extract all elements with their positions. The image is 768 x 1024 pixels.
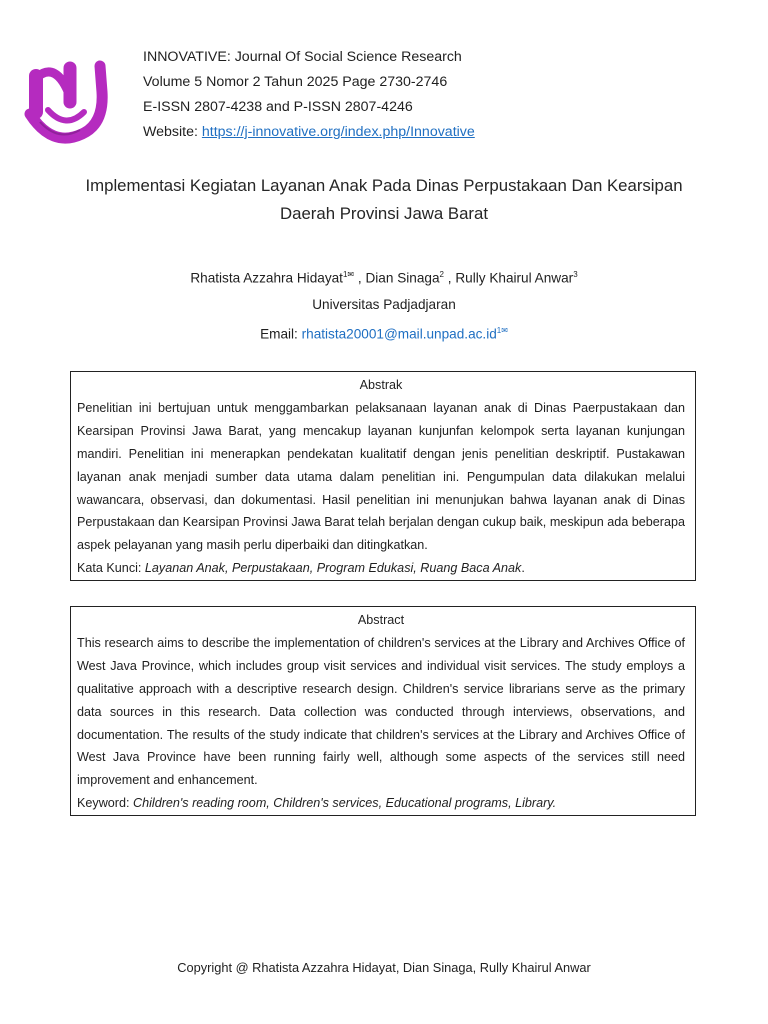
author-3: Rully Khairul Anwar bbox=[455, 270, 574, 286]
email-marker: 1✉ bbox=[496, 325, 508, 335]
abstrak-body: Penelitian ini bertujuan untuk menggambarkan pelaksanaan layanan anak di Dinas Paerpustakaan dan Kearsipan Provinsi Jawa Barat, yang mencakup layanan kunjunfan kelompok serta layanan kunjungan mandiri. Penelitian ini menerapkan pendekatan kualitatif dengan jenis penelitian deskriptif. Pustakawan layanan anak menjadi sumber data utama dalam penelitian ini. Pengumpulan data dilakukan melalui wawancara, observasi, dan dokumentasi. Hasil penelitian ini menunjukan bahwa layanan anak di Dinas Perpustakaan dan Kearsipan Provinsi Jawa Barat telah berjalan dengan cukup baik, meskipun ada beberapa aspek pelayanan yang masih perlu diperbaiki dan ditingkatkan. bbox=[77, 400, 685, 553]
title-line-1: Implementasi Kegiatan Layanan Anak Pada Dinas Perpustakaan Dan Kearsipan bbox=[85, 176, 683, 195]
issn-line: E-ISSN 2807-4238 and P-ISSN 2807-4246 bbox=[143, 99, 413, 115]
abstrak-heading: Abstrak bbox=[359, 378, 403, 392]
website-label: Website: bbox=[143, 124, 202, 140]
keywords-label: Keyword: bbox=[77, 796, 133, 811]
affiliation: Universitas Padjadjaran bbox=[312, 296, 456, 312]
journal-name: INNOVATIVE: Journal Of Social Science Research bbox=[143, 49, 462, 65]
keywords-label: Kata Kunci: bbox=[77, 561, 145, 576]
abstract-box bbox=[70, 606, 696, 816]
journal-logo bbox=[22, 52, 114, 152]
author-line bbox=[0, 262, 768, 292]
journal-info bbox=[143, 45, 475, 145]
email-label: Email: bbox=[260, 326, 302, 342]
author-1: Rhatista Azzahra Hidayat bbox=[190, 270, 343, 286]
author-2-marker: 2 bbox=[439, 270, 444, 279]
keywords-list: Layanan Anak, Perpustakaan, Program Edukasi, Ruang Baca Anak bbox=[144, 561, 522, 576]
keywords-period: . bbox=[521, 561, 525, 576]
author-block bbox=[0, 262, 768, 347]
website-link[interactable]: https://j-innovative.org/index.php/Innovative bbox=[201, 124, 475, 140]
author-1-marker: 1✉ bbox=[342, 270, 355, 279]
copyright-footer: Copyright @ Rhatista Azzahra Hidayat, Dian Sinaga, Rully Khairul Anwar bbox=[177, 960, 591, 975]
abstract-heading: Abstract bbox=[357, 613, 405, 627]
author-separator: , bbox=[354, 270, 366, 286]
abstrak-box bbox=[70, 371, 696, 581]
email-line bbox=[0, 318, 768, 348]
website-line bbox=[143, 120, 475, 145]
author-2: Dian Sinaga bbox=[365, 270, 440, 286]
abstrak-keywords bbox=[77, 557, 685, 580]
author-3-marker: 3 bbox=[573, 270, 578, 279]
keywords-list: Children's reading room, Children's services, Educational programs, Library. bbox=[133, 796, 557, 811]
paper-title bbox=[70, 172, 698, 228]
volume-line: Volume 5 Nomor 2 Tahun 2025 Page 2730-2746 bbox=[143, 74, 448, 90]
title-line-2: Daerah Provinsi Jawa Barat bbox=[280, 204, 488, 223]
abstract-keywords bbox=[77, 792, 685, 815]
abstract-body: This research aims to describe the implementation of children's services at the Library and Archives Office of West Java Province, which includes group visit services and individual visit services. The study employs a qualitative approach with a descriptive research design. Children's service librarians serve as the primary data sources in this research. Data collection was conducted through interviews, observations, and documentation. The results of the study indicate that children's services at the Library and Archives Office of West Java Province have been running fairly well, although some aspects of the services still need improvement and enhancement. bbox=[77, 635, 685, 788]
author-separator: , bbox=[443, 270, 456, 286]
email-address[interactable]: rhatista20001@mail.unpad.ac.id bbox=[301, 326, 497, 342]
